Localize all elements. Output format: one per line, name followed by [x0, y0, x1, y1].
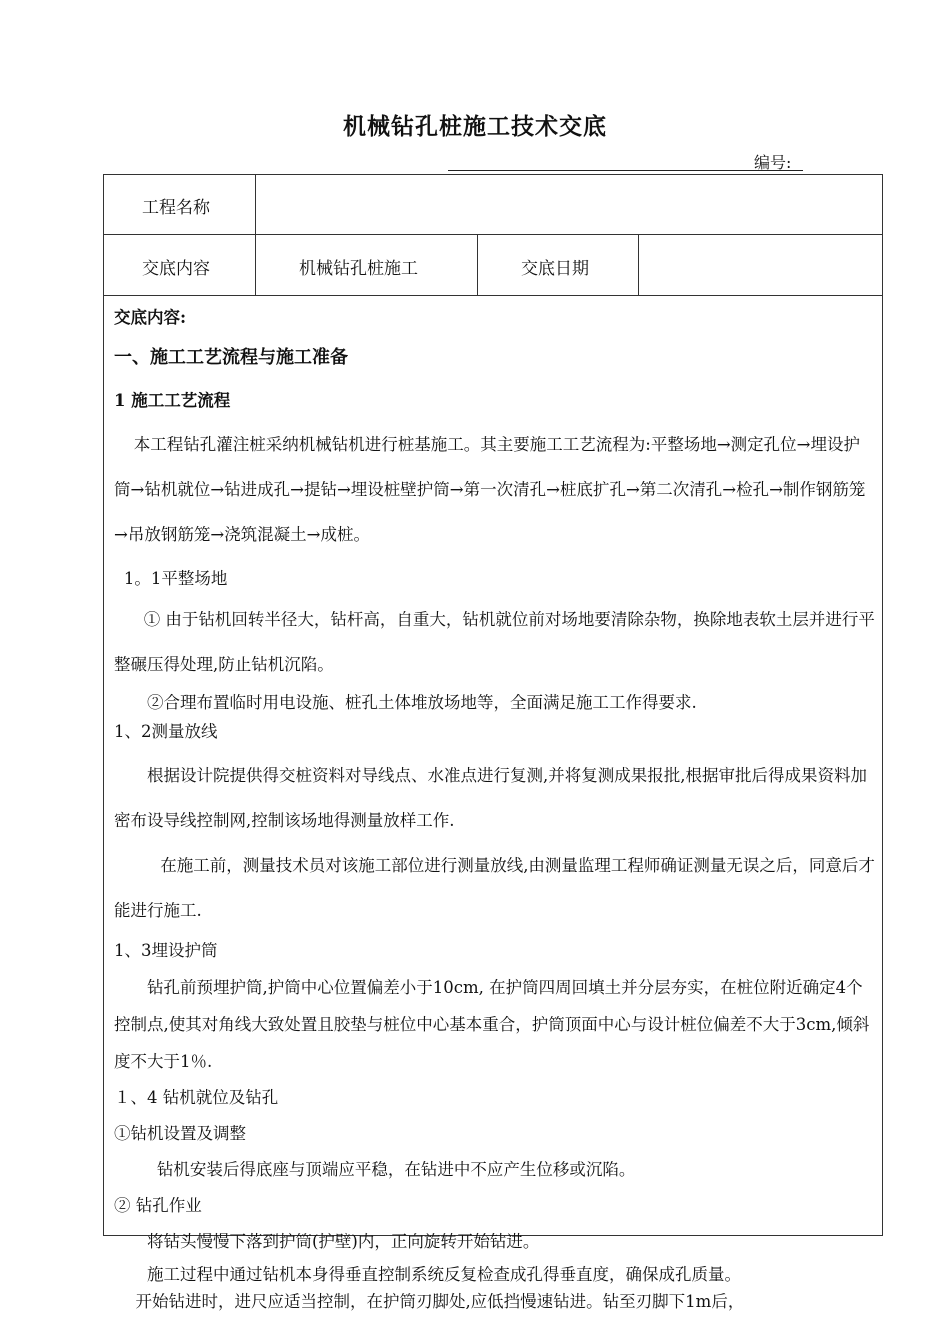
paragraph: 钻孔前预埋护筒,护筒中心位置偏差小于10cm, 在护筒四周回填土并分层夯实，在桩位附近确定4个控制点,使其对角线大致处置且胶垫与桩位中心基本重合，护筒顶面中心与设计桩位偏差不大于3cm,倾斜度不大于1％. — [114, 978, 870, 1071]
table-col-divider — [477, 234, 478, 295]
content-label: 交底内容 — [142, 259, 210, 279]
paragraph: 在施工前，测量技术员对该施工部位进行测量放线,由测量监理工程师确证测量无误之后，同意后才能进行施工. — [114, 856, 875, 920]
paragraph: 开始钻进时，进尺应适当控制，在护筒刃脚处,应低挡慢速钻进。钻至刃脚下1m后， — [135, 1292, 745, 1311]
content-value: 机械钻孔桩施工 — [299, 259, 418, 279]
paragraph: 根据设计院提供得交桩资料对导线点、水准点进行复测,并将复测成果报批,根据审批后得成果资料加密布设导线控制网,控制该场地得测量放样工作. — [114, 766, 867, 830]
table-row-divider — [103, 295, 883, 296]
intro-label: 交底内容: — [114, 308, 187, 327]
table-col-divider — [255, 174, 256, 295]
section-heading: 一、施工工艺流程与施工准备 — [114, 347, 348, 368]
subsection-heading: 1。1平整场地 — [123, 569, 228, 588]
disclosure-content — [114, 300, 876, 1314]
number-label: 编号: — [754, 153, 792, 172]
subsection-heading: 1、2测量放线 — [114, 722, 218, 741]
subsection-heading: １、4 钻机就位及钻孔 — [114, 1088, 279, 1107]
subsection-heading: 1 施工工艺流程 — [114, 391, 231, 410]
paragraph: ① 由于钻机回转半径大，钻杆高，自重大，钻机就位前对场地要清除杂物，换除地表软土层并进行平整碾压得处理,防止钻机沉陷。 — [114, 610, 875, 674]
project-name-label: 工程名称 — [142, 198, 210, 218]
paragraph: 将钻头慢慢下落到护筒(护壁)内，正向旋转开始钻进。 — [147, 1232, 540, 1251]
subsection-heading: ② 钻孔作业 — [114, 1196, 202, 1215]
paragraph: 施工过程中通过钻机本身得垂直控制系统反复检查成孔得垂直度，确保成孔质量。 — [147, 1265, 741, 1284]
number-underline — [448, 170, 803, 171]
subsection-heading: 1、3埋设护筒 — [114, 941, 218, 960]
process-paragraph: 本工程钻孔灌注桩采纳机械钻机进行桩基施工。其主要施工工艺流程为:平整场地→测定孔位→埋设护筒→钻机就位→钻进成孔→提钻→埋设桩壁护筒→第一次清孔→桩底扩孔→第二次清孔→检孔→制作钢筋笼→吊放钢筋笼→浇筑混凝土→成桩。 — [114, 435, 866, 544]
subsection-heading: ①钻机设置及调整 — [114, 1124, 246, 1143]
paragraph: ②合理布置临时用电设施、桩孔土体堆放场地等，全面满足施工工作得要求. — [147, 693, 697, 712]
table-row-divider — [103, 234, 883, 235]
document-title: 机械钻孔桩施工技术交底 — [343, 113, 607, 140]
table-col-divider — [638, 234, 639, 295]
paragraph: 钻机安装后得底座与顶端应平稳，在钻进中不应产生位移或沉陷。 — [156, 1160, 636, 1179]
date-label: 交底日期 — [521, 259, 589, 279]
